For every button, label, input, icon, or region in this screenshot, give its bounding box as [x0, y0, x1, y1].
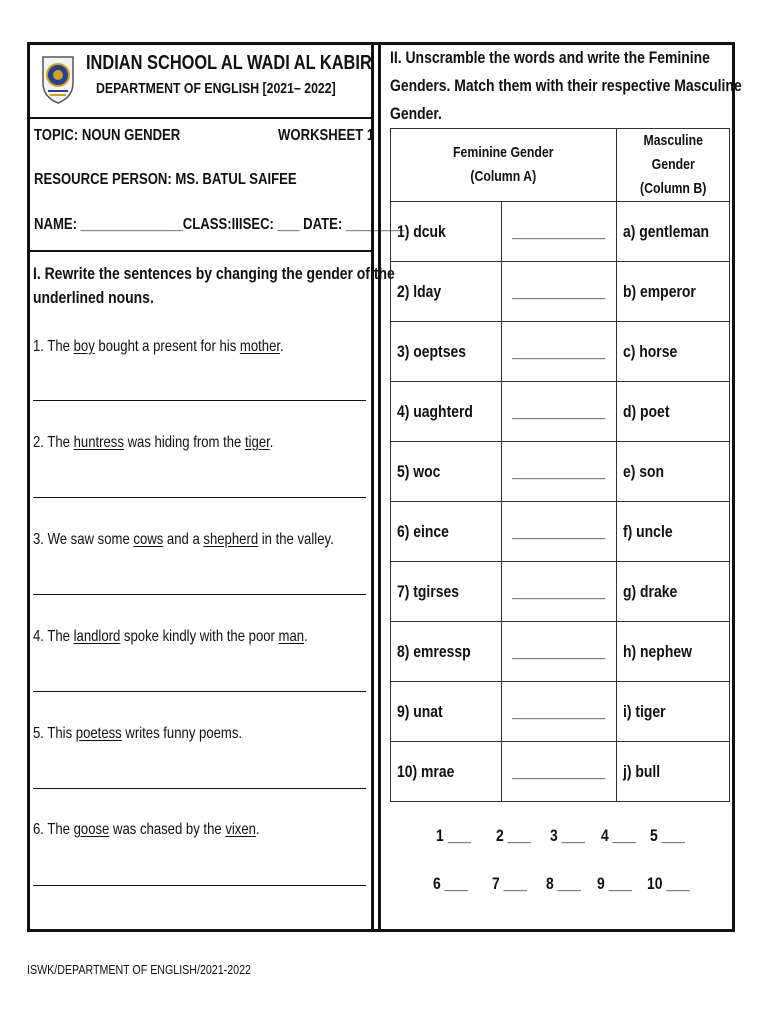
resource-person: RESOURCE PERSON: MS. BATUL SAIFEE	[34, 171, 297, 188]
sentence-text: .	[304, 628, 308, 645]
match-answer-slot[interactable]: 4 ___	[601, 826, 636, 845]
name-class-date-line[interactable]: NAME: ______________CLASS:IIISEC: ___ DATE: ________	[34, 216, 405, 233]
underlined-noun: poetess	[75, 725, 122, 742]
topic-label: TOPIC: NOUN GENDER	[34, 127, 181, 144]
table-row	[391, 742, 730, 802]
table-row	[391, 202, 730, 262]
masculine-word: g) drake	[616, 562, 729, 622]
feminine-answer-blank[interactable]: ____________	[501, 682, 616, 742]
sentence-2	[33, 434, 326, 452]
feminine-answer-blank[interactable]: ____________	[501, 622, 616, 682]
feminine-answer-blank[interactable]: ____________	[501, 742, 616, 802]
underlined-noun: boy	[73, 338, 95, 355]
masculine-word: a) gentleman	[616, 202, 729, 262]
sentence-4	[33, 628, 368, 646]
underlined-noun: cows	[133, 531, 164, 548]
answer-line-5[interactable]	[33, 788, 366, 789]
table-row	[391, 502, 730, 562]
table-row	[391, 262, 730, 322]
sentence-5	[33, 725, 288, 743]
section2-heading-cont: Genders. Match them with their respective Masculine	[390, 76, 742, 95]
feminine-answer-blank[interactable]: ____________	[501, 322, 616, 382]
match-answer-slot[interactable]: 6 ___	[433, 874, 468, 893]
sentence-text: .	[255, 821, 260, 838]
worksheet-label: WORKSHEET 1	[278, 127, 375, 144]
scrambled-word: 7) tgirses	[391, 562, 502, 622]
underlined-noun: man	[278, 628, 305, 645]
table-row	[391, 682, 730, 742]
match-answer-slot[interactable]: 2 ___	[496, 826, 531, 845]
header-divider	[30, 117, 371, 119]
scrambled-word: 5) woc	[391, 442, 502, 502]
sentence-text: was hiding from the	[123, 434, 245, 451]
sentence-1	[33, 338, 339, 356]
section1-heading-cont: underlined nouns.	[33, 288, 154, 307]
match-answer-slot[interactable]: 1 ___	[436, 826, 471, 845]
sentence-text: bought a present for his	[94, 338, 240, 355]
feminine-answer-blank[interactable]: ____________	[501, 202, 616, 262]
scrambled-word: 2) lday	[391, 262, 502, 322]
sentence-text: 1. The	[33, 338, 74, 355]
sentence-text: 4. The	[33, 628, 74, 645]
feminine-answer-blank[interactable]: ____________	[501, 382, 616, 442]
table-row	[391, 562, 730, 622]
sentence-text: .	[269, 434, 274, 451]
feminine-answer-blank[interactable]: ____________	[501, 562, 616, 622]
scrambled-word: 6) eince	[391, 502, 502, 562]
feminine-answer-blank[interactable]: ____________	[501, 262, 616, 322]
scrambled-word: 3) oeptses	[391, 322, 502, 382]
masculine-word: c) horse	[616, 322, 729, 382]
match-answer-slot[interactable]: 9 ___	[597, 874, 632, 893]
sentence-6	[33, 821, 309, 839]
feminine-answer-blank[interactable]: ____________	[501, 442, 616, 502]
matching-table	[390, 128, 730, 802]
sentence-text: in the valley.	[258, 531, 334, 548]
column-divider	[371, 42, 381, 932]
table-row	[391, 322, 730, 382]
footer-text: ISWK/DEPARTMENT OF ENGLISH/2021-2022	[27, 962, 251, 977]
answer-line-3[interactable]	[33, 594, 366, 595]
masculine-word: j) bull	[616, 742, 729, 802]
scrambled-word: 1) dcuk	[391, 202, 502, 262]
sentence-3	[33, 531, 400, 549]
column-b-header: Masculine Gender (Column B)	[616, 129, 729, 202]
scrambled-word: 9) unat	[391, 682, 502, 742]
school-name: INDIAN SCHOOL AL WADI AL KABIR	[86, 52, 372, 74]
underlined-noun: mother	[239, 338, 281, 355]
sentence-text: writes funny poems.	[121, 725, 243, 742]
match-answer-slot[interactable]: 10 ___	[647, 874, 690, 893]
table-row	[391, 442, 730, 502]
answer-line-2[interactable]	[33, 497, 366, 498]
sentence-text: and a	[163, 531, 204, 548]
masculine-word: i) tiger	[616, 682, 729, 742]
department-title: DEPARTMENT OF ENGLISH [2021– 2022]	[96, 80, 336, 97]
scrambled-word: 8) emressp	[391, 622, 502, 682]
match-answer-slot[interactable]: 5 ___	[650, 826, 685, 845]
masculine-word: b) emperor	[616, 262, 729, 322]
masculine-word: f) uncle	[616, 502, 729, 562]
match-answer-slot[interactable]: 8 ___	[546, 874, 581, 893]
match-answer-slot[interactable]: 7 ___	[492, 874, 527, 893]
section1-heading: I. Rewrite the sentences by changing the gender of the	[33, 264, 395, 283]
section2-heading: II. Unscramble the words and write the Feminine	[390, 48, 710, 67]
answer-line-6[interactable]	[33, 885, 366, 886]
sentence-text: 2. The	[33, 434, 74, 451]
table-row	[391, 382, 730, 442]
underlined-noun: huntress	[73, 434, 124, 451]
sentence-text: 6. The	[33, 821, 74, 838]
underlined-noun: tiger	[244, 434, 270, 451]
scrambled-word: 10) mrae	[391, 742, 502, 802]
masculine-word: d) poet	[616, 382, 729, 442]
sentence-text: was chased by the	[109, 821, 226, 838]
underlined-noun: shepherd	[203, 531, 259, 548]
masculine-word: h) nephew	[616, 622, 729, 682]
underlined-noun: landlord	[73, 628, 121, 645]
feminine-answer-blank[interactable]: ____________	[501, 502, 616, 562]
answer-line-4[interactable]	[33, 691, 366, 692]
sentence-text: 5. This	[33, 725, 76, 742]
answer-line-1[interactable]	[33, 400, 366, 401]
column-a-header: Feminine Gender (Column A)	[391, 129, 617, 202]
underlined-noun: vixen	[225, 821, 256, 838]
section2-heading-end: Gender.	[390, 104, 442, 123]
underlined-noun: goose	[73, 821, 110, 838]
masculine-word: e) son	[616, 442, 729, 502]
match-answer-slot[interactable]: 3 ___	[550, 826, 585, 845]
school-logo	[40, 53, 76, 105]
sentence-text: spoke kindly with the poor	[120, 628, 279, 645]
sentence-text: 3. We saw some	[33, 531, 134, 548]
scrambled-word: 4) uaghterd	[391, 382, 502, 442]
table-row	[391, 622, 730, 682]
sentence-text: .	[280, 338, 284, 355]
section-divider	[30, 250, 371, 252]
